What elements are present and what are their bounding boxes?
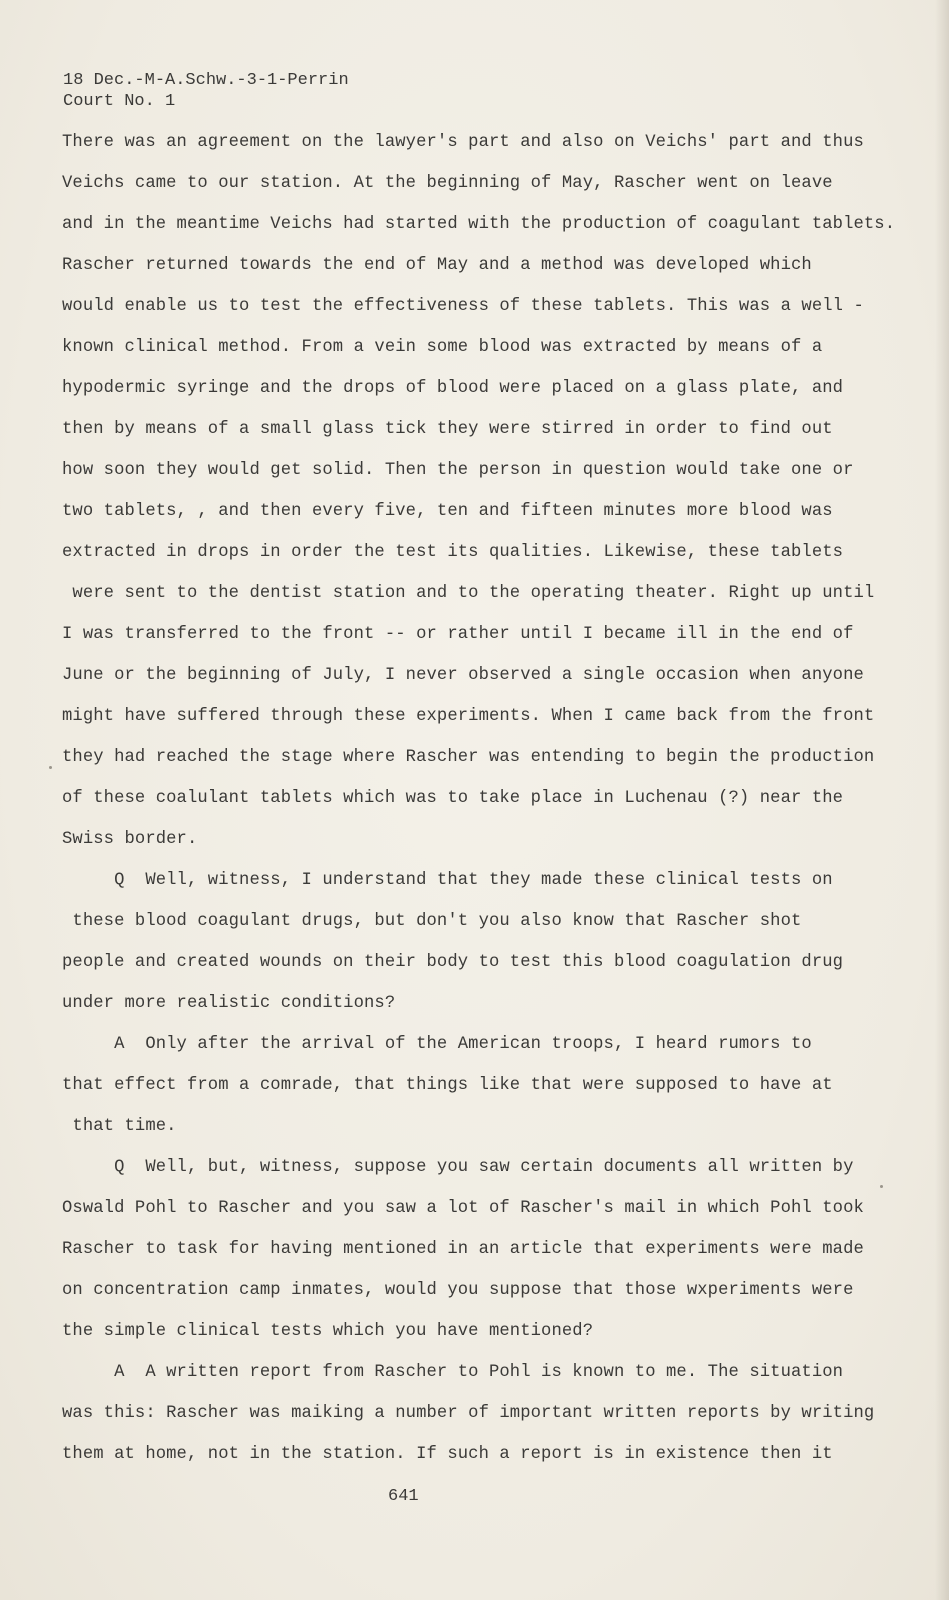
transcript-line: of these coalulant tablets which was to take place in Luchenau (?) near the xyxy=(62,789,844,808)
transcript-line: Rascher to task for having mentioned in an article that experiments were made xyxy=(62,1240,864,1259)
transcript-line: Rascher returned towards the end of May and a method was developed which xyxy=(62,256,812,275)
transcript-line: these blood coagulant drugs, but don't you also know that Rascher shot xyxy=(62,912,802,931)
transcript-line: the simple clinical tests which you have mentioned? xyxy=(62,1322,594,1341)
transcript-line: was this: Rascher was maiking a number of important written reports by writing xyxy=(62,1404,875,1423)
document-header xyxy=(63,70,349,112)
transcript-line: that effect from a comrade, that things like that were supposed to have at xyxy=(62,1076,833,1095)
transcript-line: June or the beginning of July, I never observed a single occasion when anyone xyxy=(62,666,864,685)
transcript-line: that time. xyxy=(62,1117,177,1136)
paper-speck xyxy=(880,1185,883,1188)
transcript-line: I was transferred to the front -- or rather until I became ill in the end of xyxy=(62,625,854,644)
transcript-line: two tablets, , and then every five, ten and fifteen minutes more blood was xyxy=(62,502,833,521)
transcript-line: hypodermic syringe and the drops of blood were placed on a glass plate, and xyxy=(62,379,844,398)
transcript-line: Oswald Pohl to Rascher and you saw a lot of Rascher's mail in which Pohl took xyxy=(62,1199,864,1218)
transcript-line: Swiss border. xyxy=(62,830,198,849)
page-number: 641 xyxy=(388,1487,419,1506)
transcript-line: under more realistic conditions? xyxy=(62,994,396,1013)
header-line-date-reference: 18 Dec.-M-A.Schw.-3-1-Perrin xyxy=(63,71,349,90)
transcript-line: Veichs came to our station. At the beginning of May, Rascher went on leave xyxy=(62,174,833,193)
transcript-line: extracted in drops in order the test its qualities. Likewise, these tablets xyxy=(62,543,844,562)
header-line-court: Court No. 1 xyxy=(63,92,176,111)
transcript-line: how soon they would get solid. Then the person in question would take one or xyxy=(62,461,854,480)
transcript-line: A A written report from Rascher to Pohl is known to me. The situation xyxy=(62,1363,844,1382)
transcript-line: and in the meantime Veichs had started with the production of coagulant tablets. xyxy=(62,215,896,234)
transcript-line: A Only after the arrival of the American troops, I heard rumors to xyxy=(62,1035,812,1054)
transcript-line: There was an agreement on the lawyer's part and also on Veichs' part and thus xyxy=(62,133,864,152)
transcript-line: known clinical method. From a vein some blood was extracted by means of a xyxy=(62,338,823,357)
transcript-line: on concentration camp inmates, would you suppose that those wxperiments were xyxy=(62,1281,854,1300)
transcript-line: might have suffered through these experiments. When I came back from the front xyxy=(62,707,875,726)
transcript-line: them at home, not in the station. If such a report is in existence then it xyxy=(62,1445,833,1464)
transcript-line: were sent to the dentist station and to the operating theater. Right up until xyxy=(62,584,875,603)
transcript-line: Q Well, but, witness, suppose you saw certain documents all written by xyxy=(62,1158,854,1177)
transcript-line: people and created wounds on their body to test this blood coagulation drug xyxy=(62,953,844,972)
transcript-line: they had reached the stage where Rascher was entending to begin the production xyxy=(62,748,875,767)
paper-speck xyxy=(49,766,52,769)
page-edge-shadow xyxy=(935,0,949,1600)
transcript-line: Q Well, witness, I understand that they made these clinical tests on xyxy=(62,871,833,890)
transcript-line: then by means of a small glass tick they were stirred in order to find out xyxy=(62,420,833,439)
transcript-line: would enable us to test the effectiveness of these tablets. This was a well - xyxy=(62,297,864,316)
